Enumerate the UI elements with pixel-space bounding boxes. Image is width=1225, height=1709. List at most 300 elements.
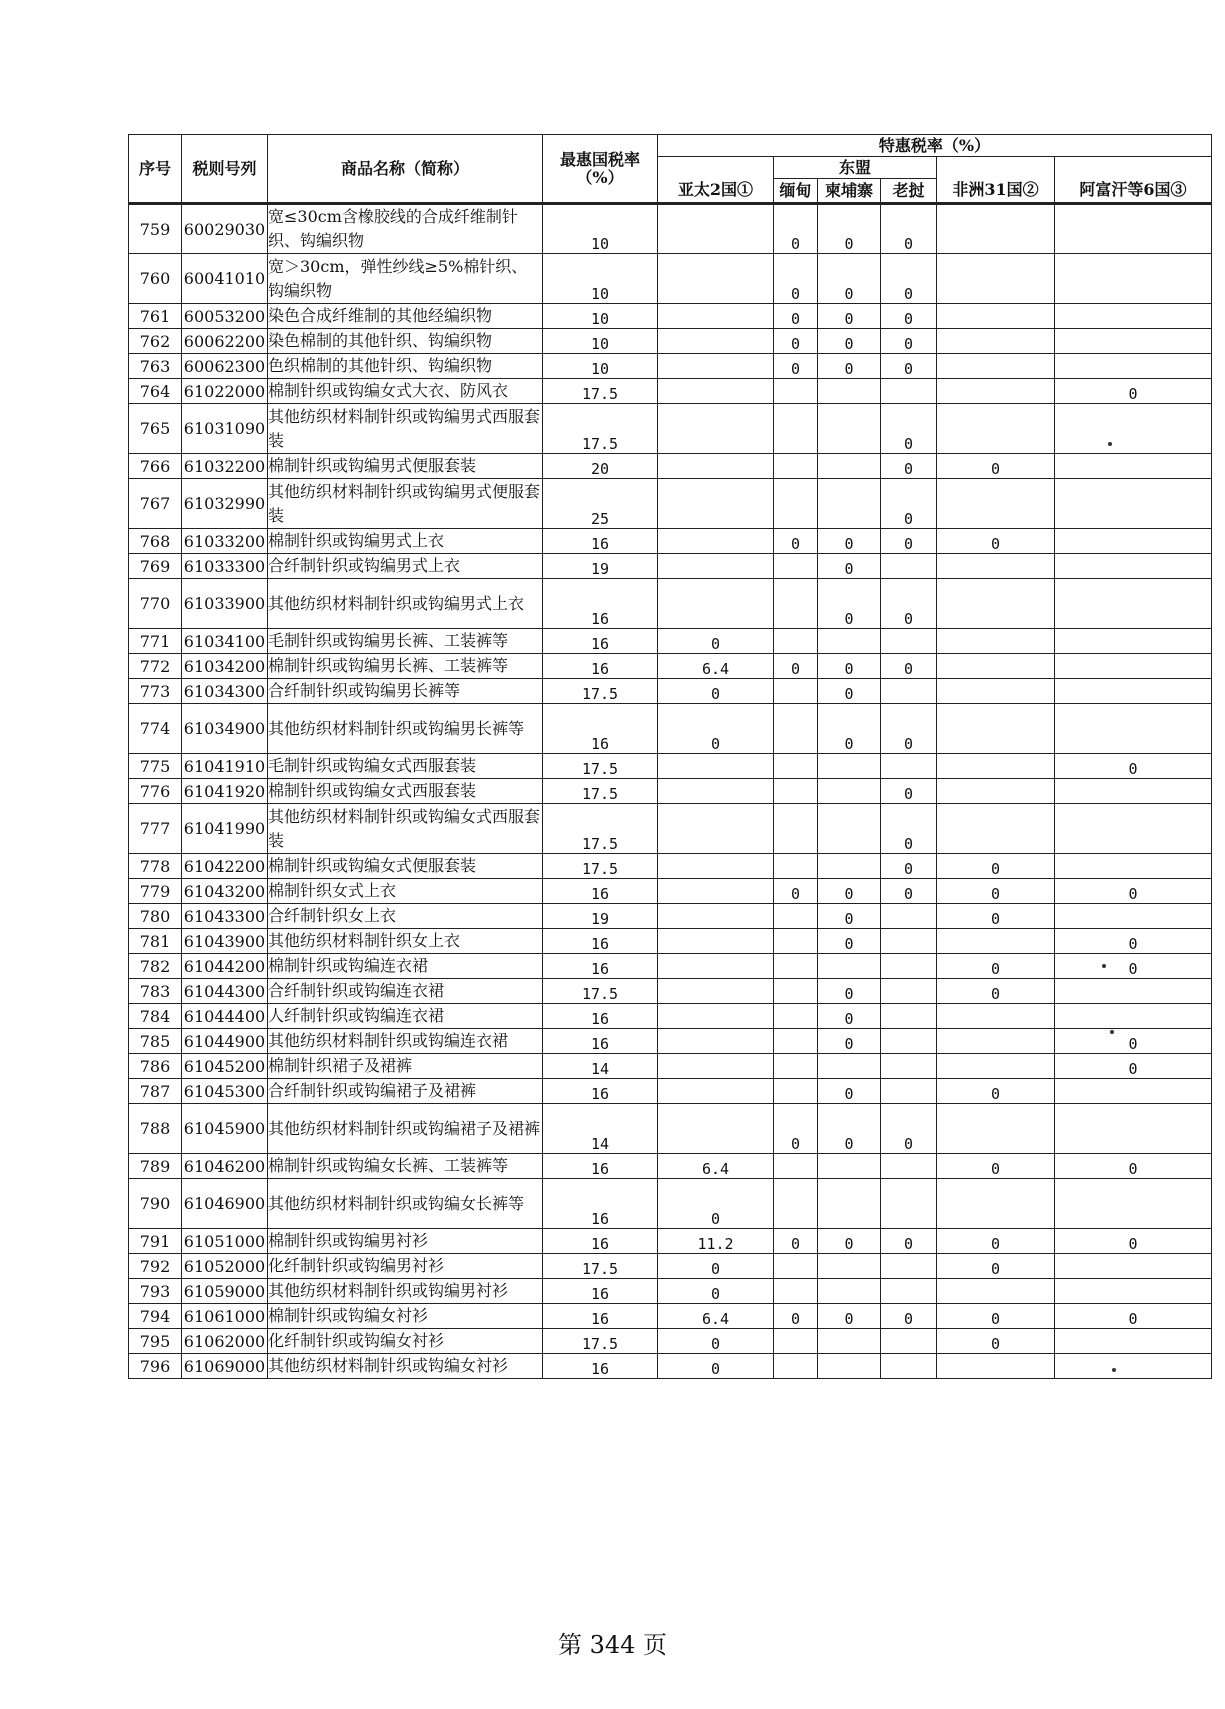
cell-mfn: 17.5 <box>543 854 658 879</box>
cell-africa: 0 <box>937 904 1055 929</box>
cell-myanmar <box>774 954 818 979</box>
cell-afghan <box>1055 1004 1212 1029</box>
table-row <box>129 204 1212 254</box>
cell-cambodia <box>818 1054 881 1079</box>
cell-laos <box>881 1154 937 1179</box>
table-row <box>129 304 1212 329</box>
table-row <box>129 579 1212 629</box>
table-row <box>129 354 1212 379</box>
cell-myanmar <box>774 479 818 529</box>
cell-afghan <box>1055 1254 1212 1279</box>
cell-apac <box>658 1054 774 1079</box>
cell-seq: 778 <box>129 854 182 879</box>
cell-laos <box>881 954 937 979</box>
table-row <box>129 879 1212 904</box>
cell-seq: 771 <box>129 629 182 654</box>
cell-myanmar: 0 <box>774 1104 818 1154</box>
cell-seq: 781 <box>129 929 182 954</box>
cell-africa: 0 <box>937 454 1055 479</box>
cell-cambodia <box>818 629 881 654</box>
cell-seq: 766 <box>129 454 182 479</box>
cell-cambodia: 0 <box>818 929 881 954</box>
cell-apac: 6.4 <box>658 654 774 679</box>
cell-myanmar <box>774 579 818 629</box>
cell-code: 60053200 <box>182 304 268 329</box>
cell-afghan: 0 <box>1055 754 1212 779</box>
cell-africa <box>937 929 1055 954</box>
cell-seq: 790 <box>129 1179 182 1229</box>
cell-seq: 770 <box>129 579 182 629</box>
cell-code: 61041990 <box>182 804 268 854</box>
cell-laos <box>881 754 937 779</box>
cell-cambodia: 0 <box>818 579 881 629</box>
cell-africa <box>937 1179 1055 1229</box>
cell-mfn: 16 <box>543 529 658 554</box>
cell-laos: 0 <box>881 804 937 854</box>
cell-laos: 0 <box>881 454 937 479</box>
cell-name: 其他纺织材料制针织或钩编男式上衣 <box>268 579 543 629</box>
table-row <box>129 1279 1212 1304</box>
cell-mfn: 16 <box>543 1179 658 1229</box>
cell-afghan <box>1055 629 1212 654</box>
cell-laos <box>881 554 937 579</box>
cell-myanmar <box>774 379 818 404</box>
cell-name: 其他纺织材料制针织或钩编女式西服套装 <box>268 804 543 854</box>
cell-africa <box>937 1029 1055 1054</box>
header-myanmar: 缅甸 <box>774 179 818 204</box>
cell-myanmar <box>774 454 818 479</box>
cell-myanmar <box>774 1179 818 1229</box>
cell-code: 61022000 <box>182 379 268 404</box>
cell-name: 合纤制针织或钩编连衣裙 <box>268 979 543 1004</box>
cell-code: 61061000 <box>182 1304 268 1329</box>
cell-laos: 0 <box>881 329 937 354</box>
cell-name: 棉制针织女式上衣 <box>268 879 543 904</box>
cell-mfn: 17.5 <box>543 1254 658 1279</box>
cell-seq: 763 <box>129 354 182 379</box>
cell-name: 其他纺织材料制针织或钩编女长裤等 <box>268 1179 543 1229</box>
cell-mfn: 17.5 <box>543 754 658 779</box>
cell-myanmar: 0 <box>774 879 818 904</box>
cell-cambodia: 0 <box>818 354 881 379</box>
cell-laos: 0 <box>881 479 937 529</box>
cell-name: 其他纺织材料制针织或钩编裙子及裙裤 <box>268 1104 543 1154</box>
cell-cambodia: 0 <box>818 1029 881 1054</box>
cell-mfn: 16 <box>543 629 658 654</box>
table-row <box>129 979 1212 1004</box>
cell-seq: 759 <box>129 204 182 254</box>
cell-name: 其他纺织材料制针织或钩编男式西服套装 <box>268 404 543 454</box>
cell-mfn: 16 <box>543 1079 658 1104</box>
cell-africa: 0 <box>937 1304 1055 1329</box>
cell-code: 61034100 <box>182 629 268 654</box>
cell-cambodia: 0 <box>818 329 881 354</box>
cell-laos: 0 <box>881 854 937 879</box>
header-special: 特惠税率（%） <box>658 135 1212 157</box>
cell-seq: 768 <box>129 529 182 554</box>
cell-code: 61044400 <box>182 1004 268 1029</box>
cell-myanmar <box>774 554 818 579</box>
cell-afghan <box>1055 204 1212 254</box>
cell-myanmar <box>774 1354 818 1379</box>
cell-laos: 0 <box>881 254 937 304</box>
cell-myanmar: 0 <box>774 1229 818 1254</box>
cell-afghan: 0 <box>1055 379 1212 404</box>
cell-africa <box>937 629 1055 654</box>
cell-mfn: 16 <box>543 1354 658 1379</box>
cell-laos: 0 <box>881 1304 937 1329</box>
cell-africa <box>937 479 1055 529</box>
cell-cambodia: 0 <box>818 679 881 704</box>
cell-africa <box>937 304 1055 329</box>
cell-apac <box>658 304 774 329</box>
cell-myanmar: 0 <box>774 529 818 554</box>
header-africa-spacer <box>937 157 1055 179</box>
cell-laos <box>881 1279 937 1304</box>
cell-cambodia <box>818 804 881 854</box>
table-row <box>129 1179 1212 1229</box>
cell-cambodia <box>818 854 881 879</box>
cell-seq: 796 <box>129 1354 182 1379</box>
cell-laos <box>881 1029 937 1054</box>
cell-myanmar <box>774 1279 818 1304</box>
cell-mfn: 20 <box>543 454 658 479</box>
cell-seq: 789 <box>129 1154 182 1179</box>
cell-name: 化纤制针织或钩编男衬衫 <box>268 1254 543 1279</box>
header-name: 商品名称（简称） <box>268 135 543 204</box>
cell-afghan <box>1055 679 1212 704</box>
cell-apac: 6.4 <box>658 1154 774 1179</box>
cell-code: 61052000 <box>182 1254 268 1279</box>
cell-africa <box>937 804 1055 854</box>
header-mfn: 最惠国税率 （%） <box>543 135 658 204</box>
cell-seq: 775 <box>129 754 182 779</box>
cell-name: 棉制针织或钩编女式大衣、防风衣 <box>268 379 543 404</box>
cell-apac <box>658 329 774 354</box>
cell-seq: 780 <box>129 904 182 929</box>
cell-afghan: 0 <box>1055 1154 1212 1179</box>
table-row <box>129 529 1212 554</box>
table-row <box>129 404 1212 454</box>
cell-afghan: 0 <box>1055 1229 1212 1254</box>
cell-laos: 0 <box>881 404 937 454</box>
cell-cambodia <box>818 954 881 979</box>
table-row <box>129 1054 1212 1079</box>
cell-seq: 782 <box>129 954 182 979</box>
cell-apac <box>658 904 774 929</box>
cell-afghan: 0 <box>1055 1304 1212 1329</box>
table-row <box>129 754 1212 779</box>
cell-apac <box>658 454 774 479</box>
cell-code: 61041910 <box>182 754 268 779</box>
cell-mfn: 16 <box>543 929 658 954</box>
cell-cambodia: 0 <box>818 704 881 754</box>
cell-afghan <box>1055 779 1212 804</box>
cell-afghan <box>1055 1079 1212 1104</box>
cell-code: 61034200 <box>182 654 268 679</box>
cell-cambodia <box>818 454 881 479</box>
cell-cambodia: 0 <box>818 1229 881 1254</box>
cell-laos: 0 <box>881 1229 937 1254</box>
cell-mfn: 16 <box>543 704 658 754</box>
cell-myanmar <box>774 754 818 779</box>
cell-afghan <box>1055 329 1212 354</box>
table-row <box>129 679 1212 704</box>
cell-code: 61051000 <box>182 1229 268 1254</box>
cell-seq: 774 <box>129 704 182 754</box>
cell-cambodia <box>818 1354 881 1379</box>
table-row <box>129 1304 1212 1329</box>
header-asean: 东盟 <box>774 157 937 179</box>
cell-mfn: 16 <box>543 654 658 679</box>
cell-afghan <box>1055 1279 1212 1304</box>
cell-code: 61045300 <box>182 1079 268 1104</box>
cell-afghan <box>1055 454 1212 479</box>
page-number: 第 344 页 <box>557 1631 668 1659</box>
table-row <box>129 1154 1212 1179</box>
scan-speck <box>1102 964 1106 968</box>
header-laos: 老挝 <box>881 179 937 204</box>
cell-myanmar <box>774 1079 818 1104</box>
cell-laos: 0 <box>881 779 937 804</box>
cell-cambodia <box>818 1154 881 1179</box>
table-row <box>129 704 1212 754</box>
cell-myanmar <box>774 704 818 754</box>
cell-cambodia: 0 <box>818 1004 881 1029</box>
cell-code: 61033900 <box>182 579 268 629</box>
cell-seq: 769 <box>129 554 182 579</box>
cell-laos: 0 <box>881 204 937 254</box>
cell-apac <box>658 554 774 579</box>
cell-apac: 0 <box>658 679 774 704</box>
cell-name: 其他纺织材料制针织女上衣 <box>268 929 543 954</box>
cell-africa <box>937 779 1055 804</box>
cell-code: 61032200 <box>182 454 268 479</box>
cell-apac <box>658 954 774 979</box>
cell-africa: 0 <box>937 1254 1055 1279</box>
cell-cambodia <box>818 754 881 779</box>
cell-name: 棉制针织或钩编男衬衫 <box>268 1229 543 1254</box>
cell-afghan: 0 <box>1055 954 1212 979</box>
cell-mfn: 16 <box>543 1154 658 1179</box>
cell-africa <box>937 204 1055 254</box>
cell-seq: 767 <box>129 479 182 529</box>
cell-cambodia: 0 <box>818 654 881 679</box>
cell-code: 61033300 <box>182 554 268 579</box>
cell-africa: 0 <box>937 979 1055 1004</box>
cell-apac: 6.4 <box>658 1304 774 1329</box>
cell-seq: 776 <box>129 779 182 804</box>
cell-cambodia <box>818 404 881 454</box>
table-row <box>129 554 1212 579</box>
cell-mfn: 17.5 <box>543 804 658 854</box>
cell-africa <box>937 404 1055 454</box>
cell-afghan <box>1055 1354 1212 1379</box>
header-africa: 非洲31国② <box>937 179 1055 204</box>
cell-code: 61042200 <box>182 854 268 879</box>
cell-apac <box>658 379 774 404</box>
cell-myanmar <box>774 804 818 854</box>
cell-mfn: 17.5 <box>543 1329 658 1354</box>
cell-mfn: 17.5 <box>543 679 658 704</box>
cell-apac: 0 <box>658 704 774 754</box>
cell-afghan <box>1055 704 1212 754</box>
cell-code: 60062300 <box>182 354 268 379</box>
cell-africa <box>937 554 1055 579</box>
cell-apac <box>658 1029 774 1054</box>
cell-mfn: 16 <box>543 579 658 629</box>
cell-name: 棉制针织或钩编男式便服套装 <box>268 454 543 479</box>
cell-africa <box>937 579 1055 629</box>
cell-apac: 0 <box>658 1354 774 1379</box>
table-row <box>129 629 1212 654</box>
cell-mfn: 19 <box>543 554 658 579</box>
cell-afghan <box>1055 854 1212 879</box>
cell-myanmar <box>774 979 818 1004</box>
cell-cambodia <box>818 1279 881 1304</box>
table-row <box>129 1079 1212 1104</box>
cell-name: 棉制针织裙子及裙裤 <box>268 1054 543 1079</box>
cell-laos: 0 <box>881 704 937 754</box>
cell-name: 其他纺织材料制针织或钩编女衬衫 <box>268 1354 543 1379</box>
cell-myanmar: 0 <box>774 654 818 679</box>
cell-mfn: 17.5 <box>543 979 658 1004</box>
cell-africa: 0 <box>937 1079 1055 1104</box>
cell-name: 染色棉制的其他针织、钩编织物 <box>268 329 543 354</box>
cell-afghan <box>1055 1179 1212 1229</box>
cell-laos <box>881 1354 937 1379</box>
cell-apac <box>658 579 774 629</box>
cell-afghan <box>1055 804 1212 854</box>
cell-seq: 779 <box>129 879 182 904</box>
cell-africa <box>937 754 1055 779</box>
cell-apac <box>658 404 774 454</box>
cell-cambodia: 0 <box>818 1079 881 1104</box>
cell-africa <box>937 329 1055 354</box>
cell-seq: 784 <box>129 1004 182 1029</box>
table-row <box>129 1104 1212 1154</box>
table-row <box>129 929 1212 954</box>
table-row <box>129 329 1212 354</box>
cell-apac: 11.2 <box>658 1229 774 1254</box>
cell-code: 61044200 <box>182 954 268 979</box>
cell-code: 60041010 <box>182 254 268 304</box>
cell-name: 棉制针织或钩编女式便服套装 <box>268 854 543 879</box>
cell-afghan <box>1055 904 1212 929</box>
cell-seq: 786 <box>129 1054 182 1079</box>
cell-name: 棉制针织或钩编连衣裙 <box>268 954 543 979</box>
cell-apac <box>658 1104 774 1154</box>
cell-africa <box>937 654 1055 679</box>
cell-africa <box>937 254 1055 304</box>
cell-myanmar <box>774 1254 818 1279</box>
cell-mfn: 14 <box>543 1054 658 1079</box>
cell-afghan <box>1055 1104 1212 1154</box>
cell-mfn: 25 <box>543 479 658 529</box>
cell-code: 61045200 <box>182 1054 268 1079</box>
table-row <box>129 479 1212 529</box>
cell-cambodia <box>818 1329 881 1354</box>
cell-cambodia: 0 <box>818 554 881 579</box>
header-code: 税则号列 <box>182 135 268 204</box>
cell-myanmar <box>774 1029 818 1054</box>
cell-laos: 0 <box>881 354 937 379</box>
cell-afghan <box>1055 579 1212 629</box>
cell-name: 色织棉制的其他针织、钩编织物 <box>268 354 543 379</box>
cell-name: 染色合成纤维制的其他经编织物 <box>268 304 543 329</box>
cell-africa: 0 <box>937 879 1055 904</box>
scan-speck <box>1112 1368 1116 1372</box>
cell-code: 61031090 <box>182 404 268 454</box>
cell-name: 毛制针织或钩编女式西服套装 <box>268 754 543 779</box>
cell-afghan <box>1055 1329 1212 1354</box>
cell-laos <box>881 979 937 1004</box>
cell-seq: 795 <box>129 1329 182 1354</box>
cell-africa <box>937 1279 1055 1304</box>
cell-seq: 793 <box>129 1279 182 1304</box>
cell-myanmar: 0 <box>774 329 818 354</box>
cell-apac: 0 <box>658 1279 774 1304</box>
cell-apac <box>658 804 774 854</box>
header-apac-spacer <box>658 157 774 179</box>
cell-cambodia <box>818 1254 881 1279</box>
cell-cambodia: 0 <box>818 204 881 254</box>
cell-cambodia: 0 <box>818 1104 881 1154</box>
cell-myanmar <box>774 779 818 804</box>
table-row <box>129 1229 1212 1254</box>
cell-code: 61046200 <box>182 1154 268 1179</box>
cell-cambodia: 0 <box>818 979 881 1004</box>
table-row <box>129 954 1212 979</box>
cell-myanmar <box>774 854 818 879</box>
cell-laos: 0 <box>881 654 937 679</box>
cell-mfn: 10 <box>543 354 658 379</box>
cell-name: 其他纺织材料制针织或钩编连衣裙 <box>268 1029 543 1054</box>
cell-mfn: 16 <box>543 1229 658 1254</box>
cell-code: 61046900 <box>182 1179 268 1229</box>
cell-myanmar: 0 <box>774 1304 818 1329</box>
cell-name: 棉制针织或钩编男式上衣 <box>268 529 543 554</box>
cell-cambodia: 0 <box>818 529 881 554</box>
cell-apac <box>658 879 774 904</box>
cell-apac: 0 <box>658 1329 774 1354</box>
cell-code: 61034900 <box>182 704 268 754</box>
cell-apac: 0 <box>658 629 774 654</box>
table-row <box>129 454 1212 479</box>
cell-code: 61044300 <box>182 979 268 1004</box>
cell-apac <box>658 354 774 379</box>
cell-seq: 764 <box>129 379 182 404</box>
cell-seq: 787 <box>129 1079 182 1104</box>
cell-seq: 772 <box>129 654 182 679</box>
cell-afghan: 0 <box>1055 1029 1212 1054</box>
cell-laos: 0 <box>881 579 937 629</box>
cell-africa: 0 <box>937 854 1055 879</box>
cell-mfn: 16 <box>543 1029 658 1054</box>
cell-africa <box>937 704 1055 754</box>
cell-seq: 761 <box>129 304 182 329</box>
table-row <box>129 854 1212 879</box>
cell-africa <box>937 1054 1055 1079</box>
cell-mfn: 16 <box>543 1279 658 1304</box>
scan-speck <box>1110 1030 1114 1034</box>
cell-afghan <box>1055 979 1212 1004</box>
header-seq: 序号 <box>129 135 182 204</box>
cell-cambodia: 0 <box>818 879 881 904</box>
cell-apac: 0 <box>658 1179 774 1229</box>
cell-afghan: 0 <box>1055 1054 1212 1079</box>
cell-name: 人纤制针织或钩编连衣裙 <box>268 1004 543 1029</box>
